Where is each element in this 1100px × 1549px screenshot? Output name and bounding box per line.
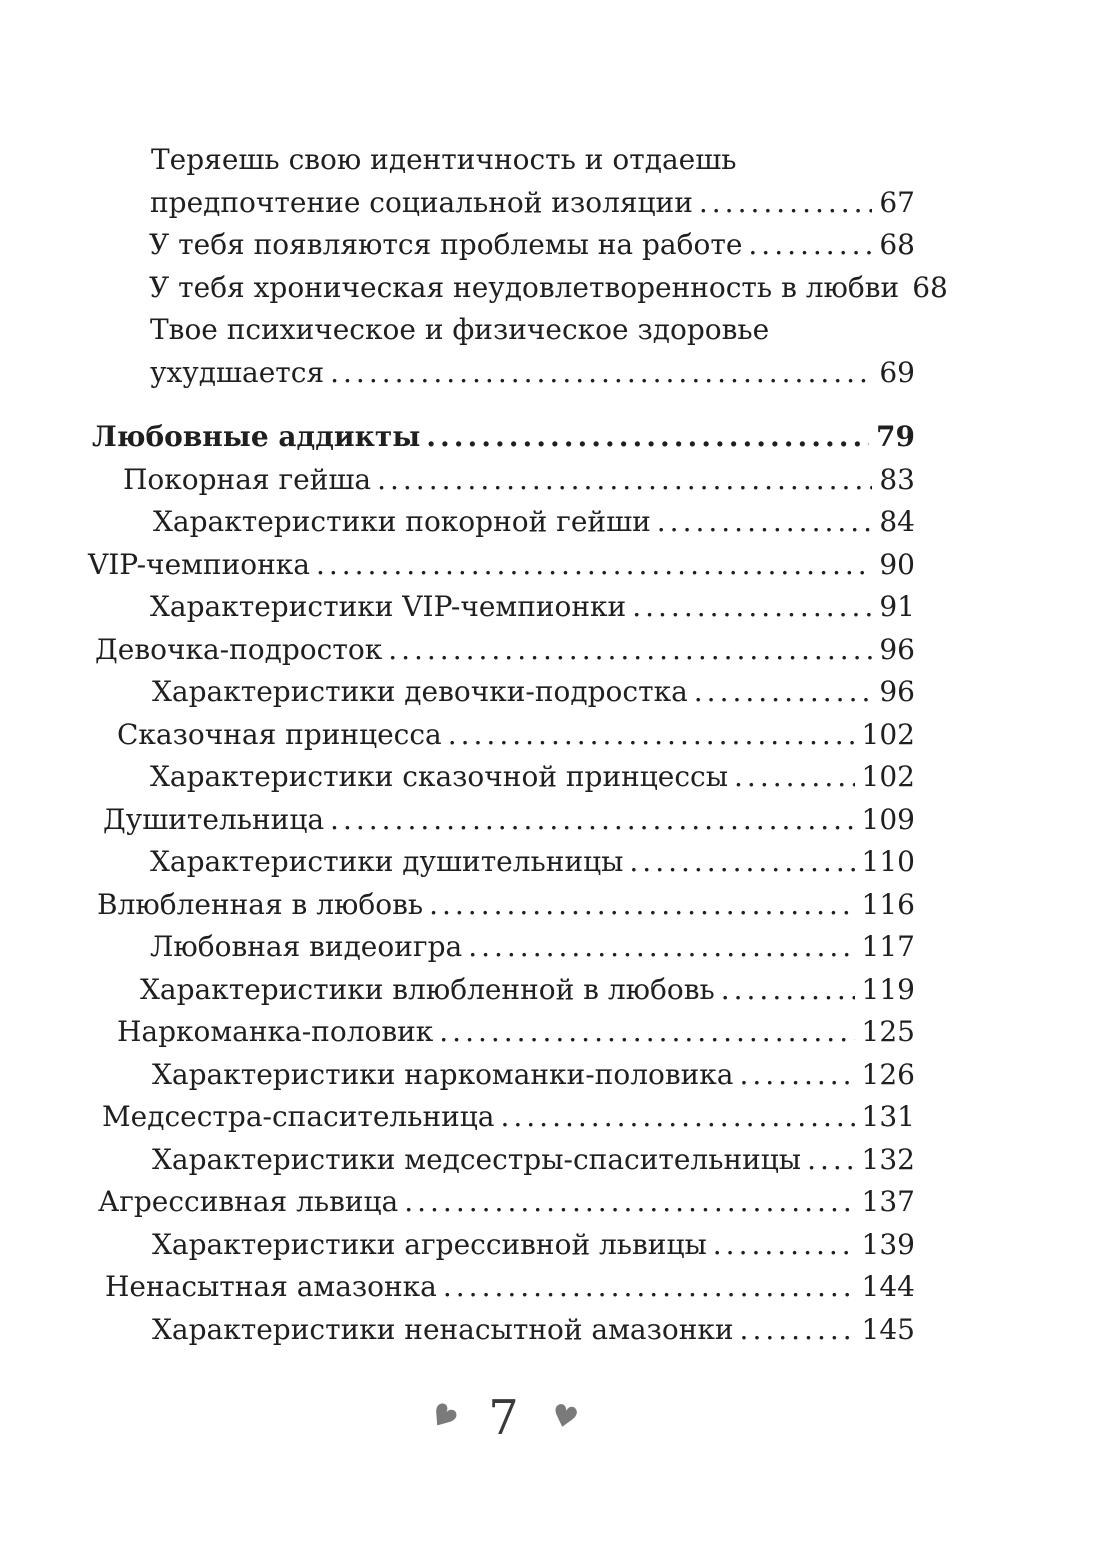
toc-entry	[0, 1011, 1100, 1054]
toc-entry	[0, 267, 1100, 310]
dot-leader	[740, 1309, 855, 1352]
toc-entry	[0, 352, 1100, 395]
toc-page-number: 68	[879, 228, 915, 261]
toc-page-number: 69	[879, 355, 915, 389]
toc-entry-text: Сказочная принцесса	[117, 717, 442, 751]
toc-entry-text: Характеристики агрессивной львицы	[152, 1227, 707, 1261]
toc-entry-text: Ненасытная амазонка	[105, 1270, 437, 1303]
toc-page-number: 125	[861, 1015, 915, 1048]
toc-entry-text: VIP-чемпионка	[88, 547, 310, 581]
dot-leader	[448, 714, 855, 757]
toc-entry	[0, 1181, 1100, 1224]
dot-leader	[657, 501, 873, 544]
toc-entry	[0, 884, 1100, 927]
dot-leader	[748, 224, 872, 267]
toc-entry	[0, 1224, 1100, 1267]
toc-entry	[0, 309, 1100, 352]
dot-leader	[734, 756, 855, 799]
toc-entry	[0, 1266, 1100, 1309]
toc-entry-text: Характеристики сказочной принцессы	[150, 760, 729, 793]
toc-entry	[0, 841, 1100, 884]
toc-entry-text: Твое психическое и физическое здоровье	[150, 313, 770, 346]
toc-page-number: 83	[879, 462, 915, 496]
toc-entry-text: Любовные аддикты	[92, 420, 421, 453]
toc-page-number: 126	[861, 1057, 915, 1091]
toc-page-number: 132	[861, 1142, 915, 1176]
dot-leader	[330, 352, 872, 395]
toc-entry	[0, 714, 1100, 757]
toc-page-number: 139	[861, 1227, 915, 1261]
dot-leader	[721, 969, 855, 1012]
dot-leader	[739, 1054, 854, 1097]
toc-page-number: 96	[879, 632, 915, 666]
dot-leader	[404, 1181, 854, 1224]
toc-page-number: 117	[861, 930, 915, 963]
toc-entry-text: Характеристики медсестры-спасительницы	[152, 1142, 802, 1176]
toc-page-number: 144	[861, 1270, 915, 1303]
toc-entry-text: ухудшается	[150, 355, 325, 389]
toc-entry-text: Характеристики ненасытной амазонки	[152, 1312, 734, 1346]
toc-page-number: 116	[861, 887, 915, 921]
toc-entry-text: Покорная гейша	[123, 462, 372, 496]
toc-entry-text: Теряешь свою идентичность и отдаешь	[151, 143, 737, 176]
toc-page-number: 96	[879, 675, 915, 708]
toc-page-number: 90	[879, 547, 915, 581]
dot-leader	[443, 1266, 855, 1309]
toc-entry	[0, 224, 1100, 267]
toc-page-number: 137	[861, 1185, 915, 1218]
dot-leader	[388, 629, 872, 672]
dot-leader	[439, 1011, 854, 1054]
toc-entry-text: Характеристики влюбленной в любовь	[140, 972, 715, 1006]
dot-leader	[330, 799, 855, 842]
toc-page-number: 110	[861, 845, 915, 878]
toc-entry	[0, 139, 1100, 182]
dot-leader	[500, 1096, 854, 1139]
dot-leader	[632, 586, 872, 629]
toc-entry-text: Девочка-подросток	[95, 632, 383, 666]
toc-entry	[0, 1054, 1100, 1097]
dot-leader	[468, 926, 854, 969]
toc-entry-text: Характеристики VIP-чемпионки	[150, 590, 627, 623]
dot-leader	[377, 459, 872, 502]
dot-leader	[426, 416, 869, 459]
toc-page-number: 79	[876, 420, 915, 453]
toc-entry	[0, 799, 1100, 842]
toc-entry-text: Душительница	[103, 802, 325, 836]
toc-entry	[0, 416, 1100, 459]
toc-entry-text: У тебя появляются проблемы на работе	[149, 228, 743, 261]
toc-entry	[0, 182, 1100, 225]
page-footer	[92, 1390, 915, 1446]
dot-leader	[713, 1224, 855, 1267]
toc-page-number: 84	[879, 505, 915, 538]
toc-page-number: 67	[879, 185, 915, 219]
dot-leader	[429, 884, 854, 927]
dot-leader	[629, 841, 854, 884]
toc-entry	[0, 544, 1100, 587]
toc-entry	[0, 969, 1100, 1012]
toc-entry	[0, 501, 1100, 544]
toc-page-number: 131	[861, 1100, 915, 1133]
toc-entry-text: Характеристики покорной гейши	[153, 505, 651, 538]
toc-entry-text: предпочтение социальной изоляции	[150, 185, 693, 219]
toc-entry-text: У тебя хроническая неудовлетворенность в любви	[149, 270, 900, 304]
toc-entry	[0, 459, 1100, 502]
toc-entry	[0, 671, 1100, 714]
toc-entry-text: Агрессивная львица	[98, 1185, 399, 1218]
toc-entry	[0, 1309, 1100, 1352]
heart-ornament-left-icon: ♥	[421, 1395, 465, 1440]
dot-leader	[807, 1139, 854, 1182]
toc-entry-text: Характеристики душительницы	[150, 845, 624, 878]
toc-page-number: 109	[861, 802, 915, 836]
dot-leader	[699, 182, 872, 225]
toc-entry-text: Характеристики наркоманки-половика	[152, 1057, 734, 1091]
toc-entry-text: Любовная видеоигра	[150, 930, 463, 963]
table-of-contents	[0, 139, 1100, 1351]
toc-entry	[0, 756, 1100, 799]
page-number: 7	[488, 1390, 519, 1446]
toc-entry-text: Влюбленная в любовь	[97, 887, 424, 921]
toc-entry	[0, 629, 1100, 672]
toc-entry-text: Характеристики девочки-подростка	[152, 675, 688, 708]
toc-page-number: 119	[861, 972, 915, 1006]
toc-entry	[0, 926, 1100, 969]
toc-page-number: 102	[861, 717, 915, 751]
toc-entry	[0, 1139, 1100, 1182]
toc-page-number: 91	[879, 590, 915, 623]
toc-page-number: 68	[912, 270, 948, 304]
toc-page-number: 102	[861, 760, 915, 793]
toc-page-number: 145	[861, 1312, 915, 1346]
dot-leader	[694, 671, 873, 714]
toc-entry-text: Наркоманка-половик	[117, 1015, 434, 1048]
dot-leader	[316, 544, 872, 587]
heart-ornament-right-icon: ♥	[547, 1397, 582, 1438]
toc-entry	[0, 586, 1100, 629]
toc-entry-text: Медсестра-спасительница	[102, 1100, 495, 1133]
toc-entry	[0, 1096, 1100, 1139]
